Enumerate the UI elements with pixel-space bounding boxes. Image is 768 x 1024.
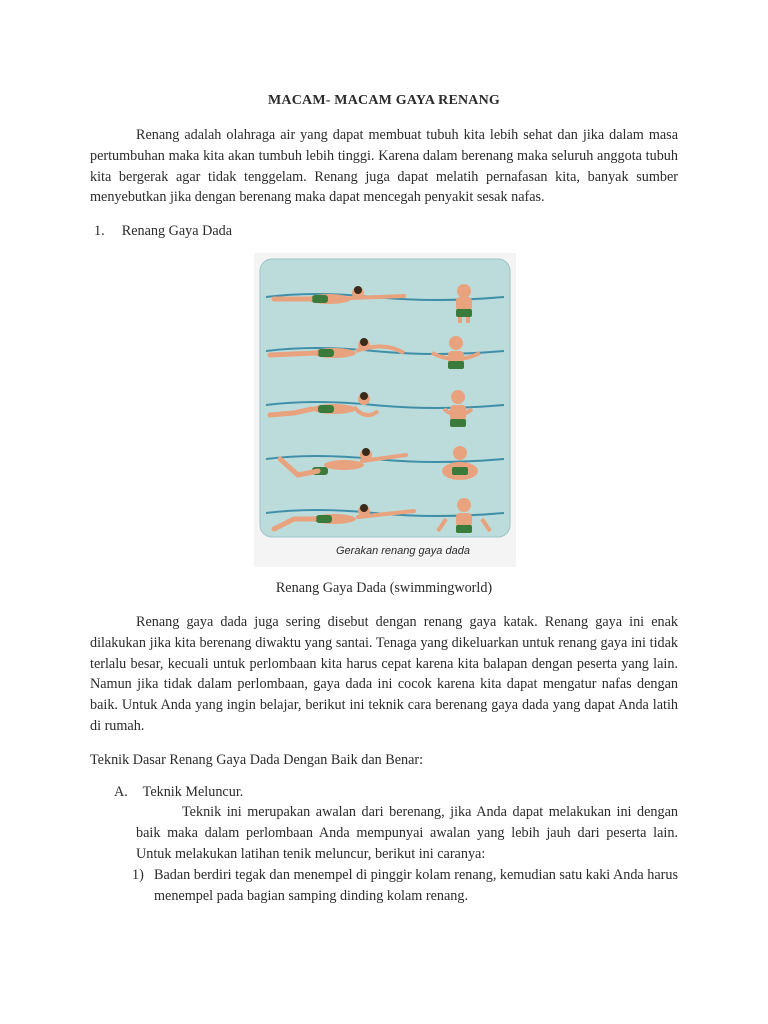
subsection-marker: A. [114, 784, 128, 800]
document-title: MACAM- MACAM GAYA RENANG [267, 93, 501, 108]
breaststroke-illustration [254, 253, 516, 567]
subsection-a-heading [114, 782, 243, 803]
section-title: Renang Gaya Dada [121, 223, 233, 239]
technique-heading: Teknik Dasar Renang Gaya Dada Dengan Baik dan Benar: [90, 752, 424, 768]
section-heading-1 [94, 221, 232, 242]
step-text: Badan berdiri tegak dan menempel di pinggir kolam renang, kemudian satu kaki Anda harus menempel pada bagian samping dinding kolam renang. [154, 867, 679, 904]
breaststroke-figure [254, 253, 516, 567]
intro-paragraph: Renang adalah olahraga air yang dapat membuat tubuh kita lebih sehat dan jika dalam masa pertumbuhan maka kita akan tumbuh lebih tinggi. Karena dalam berenang maka seluruh anggota tubuh kita bergerak agar tidak tenggelam. Renang juga dapat melatih pernafasan kita, banyak sumber menyebutkan jika dengan berenang maka dapat mencegah penyakit sesak nafas. [90, 127, 678, 206]
subsection-a-body: Teknik ini merupakan awalan dari berenang, jika Anda dapat melakukan ini dengan baik maka dalam perlombaan Anda mempunyai awalan yang lebih jauh dari peserta lain. Untuk melakukan latihan tenik meluncur, berikut ini caranya: [136, 804, 678, 862]
step-marker: 1) [132, 867, 144, 883]
figure-caption: Renang Gaya Dada (swimmingworld) [275, 580, 493, 596]
figure-inner-label: Gerakan renang gaya dada [336, 545, 470, 557]
section-number: 1. [94, 223, 105, 239]
breaststroke-paragraph: Renang gaya dada juga sering disebut dengan renang gaya katak. Renang gaya ini enak dilakukan jika kita berenang diwaktu yang santai. Tenaga yang dikeluarkan untuk renang gaya ini tidak terlalu besar, kecuali untuk perlombaan kita harus cepat karena kita balapan dengan peserta yang lain. Namun jika tidak dalam perlombaan, gaya dada ini cocok karena kita dapat mengatur nafas dengan baik. Untuk Anda yang ingin belajar, berikut ini teknik cara berenang gaya dada yang dapat Anda latih di rumah. [90, 614, 678, 734]
subsection-title: Teknik Meluncur. [142, 784, 244, 800]
